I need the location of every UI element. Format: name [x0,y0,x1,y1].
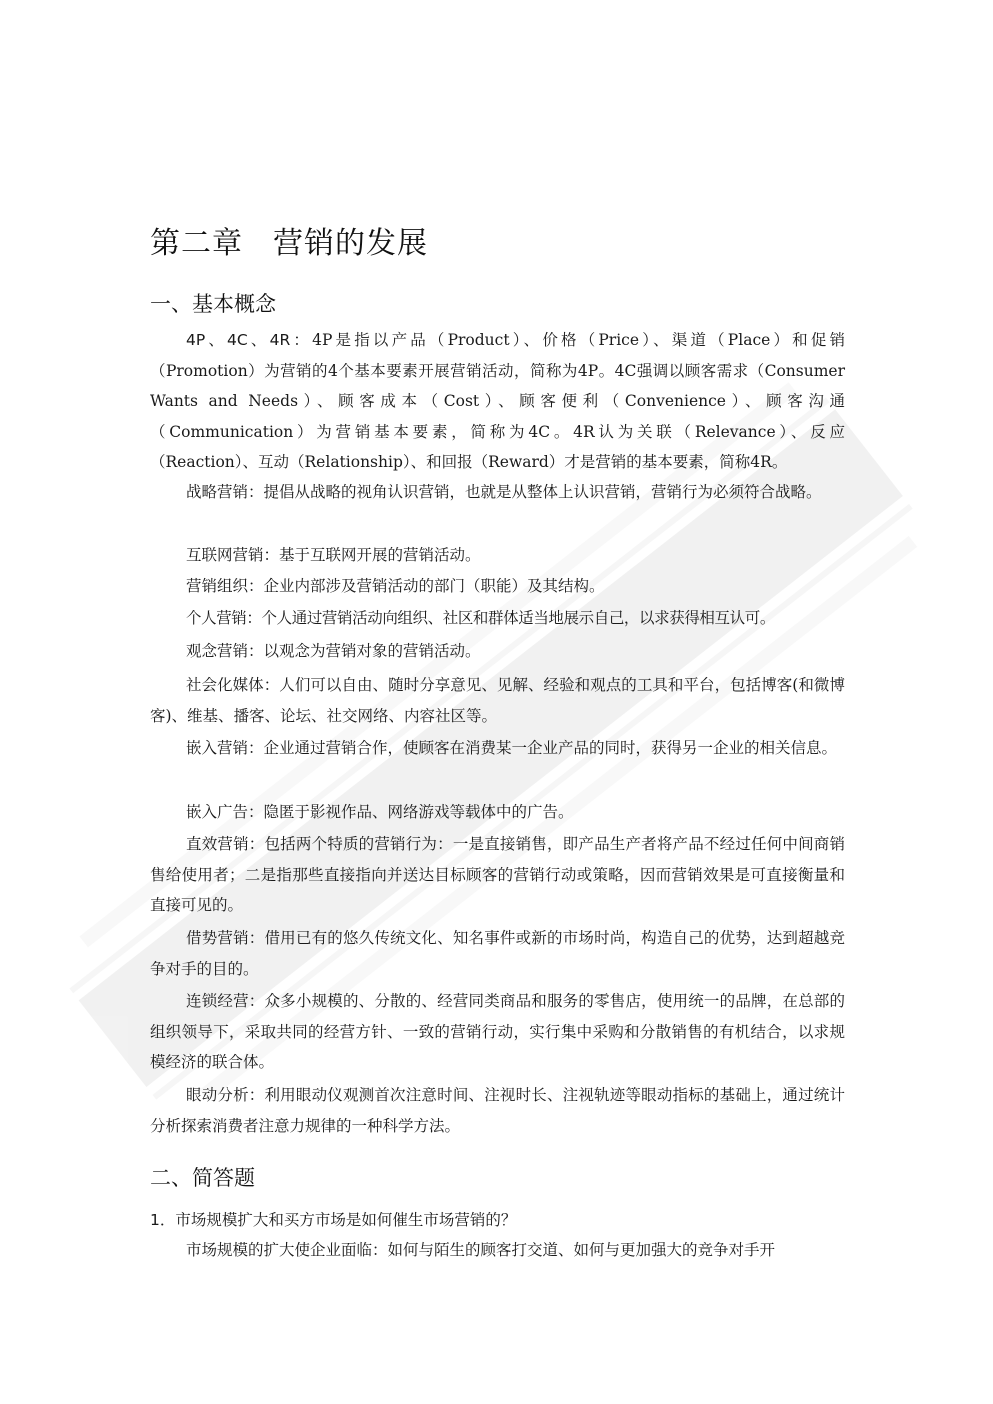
definition-text: 隐匿于影视作品、网络游戏等载体中的广告。 [263,803,574,821]
definition-term: 战略营销： [186,483,264,501]
section-heading-short-answer: 二、简答题 [150,1166,255,1190]
chapter-number: 第二章 [150,226,243,261]
definition-personal-marketing [150,603,845,634]
definition-text: 人们可以自由、随时分享意见、见解、经验和观点的工具和平台，包括博客(和微博客)、维基、播客、论坛、社交网络、内容社区等。 [150,676,845,725]
section-heading-concepts: 一、基本概念 [150,292,276,316]
definition-term: 营销组织： [186,577,264,595]
definition-text: 提倡从战略的视角认识营销，也就是从整体上认识营销，营销行为必须符合战略。 [263,483,822,501]
chapter-name: 营销的发展 [273,226,428,261]
definition-term: 4P、4C、4R： [186,331,313,349]
question-1: 1．市场规模扩大和买方市场是如何催生市场营销的？ [150,1211,517,1229]
definition-embedded-advertising [150,797,845,828]
definition-eye-tracking [150,1080,845,1141]
definition-leverage-marketing [150,923,845,984]
definition-term: 个人营销： [186,609,262,627]
definition-chain-operation [150,986,845,1078]
definition-text: 包括两个特质的营销行为：一是直接销售，即产品生产者将产品不经过任何中间商销售给使用者；二是指那些直接指向并送达目标顾客的营销行动或策略，因而营销效果是可直接衡量和直接可见的。 [150,835,845,914]
definition-marketing-organization [150,571,845,602]
definition-strategic-marketing [150,477,845,508]
definition-4p4c4r [150,325,845,478]
definition-term: 借势营销： [186,929,265,947]
definition-social-media [150,670,845,731]
definition-text: 借用已有的悠久传统文化、知名事件或新的市场时尚，构造自己的优势，达到超越竞争对手的目的。 [150,929,845,978]
definition-embedded-marketing [150,733,845,764]
definition-text: 基于互联网开展的营销活动。 [279,546,481,564]
chapter-title [150,218,428,262]
definition-term: 直效营销： [186,835,265,853]
definition-concept-marketing [150,636,845,667]
definition-text: 企业内部涉及营销活动的部门（职能）及其结构。 [263,577,605,595]
definition-text: 以观念为营销对象的营销活动。 [263,642,481,660]
definition-term: 互联网营销： [186,546,280,564]
definition-term: 眼动分析： [186,1086,265,1104]
definition-text: 利用眼动仪观测首次注意时间、注视时长、注视轨迹等眼动指标的基础上，通过统计分析探索消费者注意力规律的一种科学方法。 [150,1086,845,1135]
definition-term: 连锁经营： [186,992,265,1010]
definition-term: 嵌入广告： [186,803,264,821]
definition-term: 嵌入营销： [186,739,264,757]
definition-internet-marketing [150,540,845,571]
answer-1-text: 市场规模的扩大使企业面临：如何与陌生的顾客打交道、如何与更加强大的竞争对手开 [186,1241,776,1259]
definition-term: 社会化媒体： [186,676,280,694]
definition-text: 4P是指以产品（Product）、价格（Price）、渠道（Place）和促销（Promotion）为营销的4个基本要素开展营销活动，简称为4P。4C强调以顾客需求（Consumer Wants and Needs）、顾客成本（Cost）、顾客便利（Convenience）、顾客沟通（Communication）为营销基本要素，简称为4C。4R认为关联（Relevance）、反应（Reaction）、互动（Relationship）、和回报（Reward）才是营销的基本要素，简称4R。 [150,331,845,471]
definition-direct-marketing [150,829,845,921]
definition-text: 个人通过营销活动向组织、社区和群体适当地展示自己，以求获得相互认可。 [261,609,775,627]
definition-text: 企业通过营销合作，使顾客在消费某一企业产品的同时，获得另一企业的相关信息。 [263,739,838,757]
definition-text: 众多小规模的、分散的、经营同类商品和服务的零售店，使用统一的品牌，在总部的组织领导下，采取共同的经营方针、一致的营销行动，实行集中采购和分散销售的有机结合，以求规模经济的联合体。 [150,992,845,1071]
definition-term: 观念营销： [186,642,264,660]
